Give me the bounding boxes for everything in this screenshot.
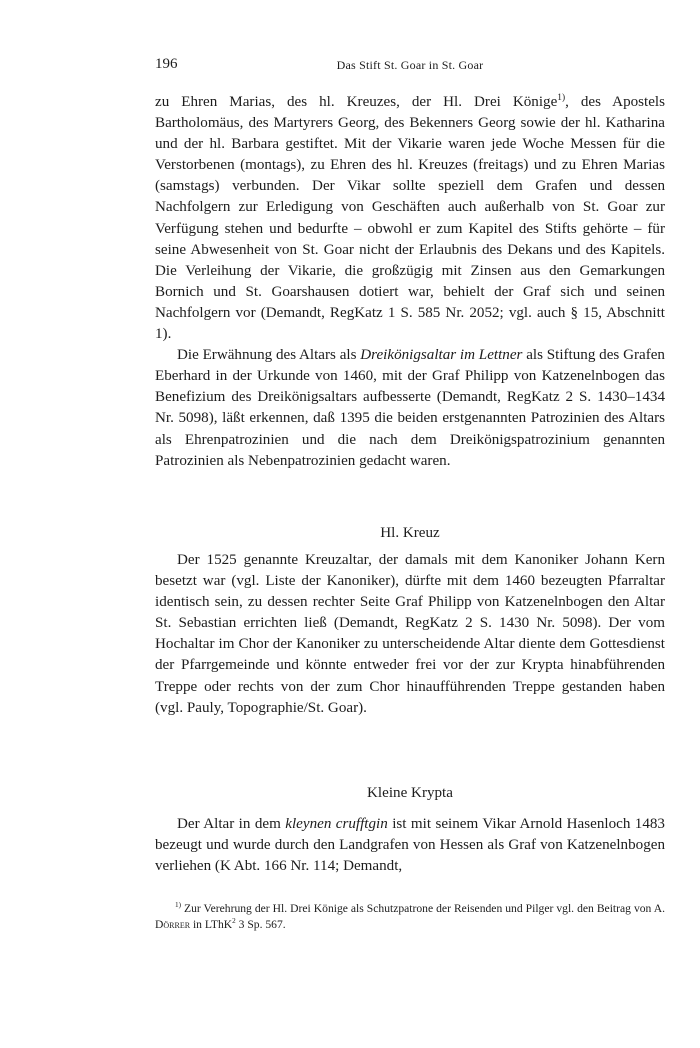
- intro-p1-start: zu Ehren Marias, des hl. Kreuzes, der Hl. Drei Könige: [155, 94, 558, 110]
- footnote-text-a: Zur Verehrung der Hl. Drei Könige als Schutzpatrone der Reisenden und Pilger vgl. den Beitrag von A.: [181, 902, 665, 915]
- footnote-edition: 2: [232, 917, 236, 926]
- footnote-reference[interactable]: 1): [557, 92, 566, 103]
- intro-p2-italic: Dreikönigsaltar im Lettner: [360, 347, 523, 364]
- footnotes: [155, 901, 665, 933]
- intro-p1-rest: , des Apostels Bartholomäus, des Martyrers Georg, des Bekenners Georg sowie der hl. Katharina und der hl. Barbara gestiftet. Mit der Vikarie waren jede Woche Messen für die Verstorbenen (montags), zu Ehren des hl. Kreuzes (freitags) und zu Ehren Marias (samstags) verbunden. Der Vikar sollte speziell dem Grafen und dessen Nachfolgern zur Erledigung von Geschäften auch außerhalb von St. Goar zur Verfügung stehen und bedurfte – obwohl er zum Kapitel des Stifts gehörte – für seine Abwesenheit von St. Goar nicht der Erlaubnis des Dekans und des Kapitels. Die Verleihung der Vikarie, die großzügig mit Zinsen aus den Gemarkungen Bornich und St. Goarshausen dotiert war, behielt der Graf sich und seinen Nachfolgern vor (Demandt, RegKatz 1 S. 585 Nr. 2052; vgl. auch § 15, Abschnitt 1).: [155, 94, 665, 343]
- section-heading-krypta: Kleine Krypta: [367, 785, 453, 801]
- intro-paragraph-1: [155, 92, 665, 345]
- footnote-mark: 1): [175, 901, 181, 910]
- krypta-paragraph: [155, 814, 665, 877]
- kreuz-text: [155, 550, 665, 719]
- running-title: Das Stift St. Goar in St. Goar: [336, 58, 484, 72]
- krypta-text: [155, 814, 665, 877]
- footnote-text-b: in LThK: [190, 918, 233, 931]
- footnote-1: [155, 901, 665, 933]
- page-number: 196: [155, 56, 178, 72]
- kreuz-paragraph: Der 1525 genannte Kreuzaltar, der damals mit dem Kanoniker Johann Kern besetzt war (vgl. Liste der Kanoniker), dürfte mit dem 1460 bezeugten Pfarraltar identisch sein, zu dessen rechter Seite Graf Philipp von Katzenelnbogen den Altar St. Sebastian errichten ließ (Demandt, RegKatz 2 S. 1430 Nr. 5098). Der vom Hochaltar im Chor der Kanoniker zu unterscheidende Altar diente dem Gottesdienst der Pfarrgemeinde und könnte entweder frei vor der zur Krypta hinabführenden Treppe oder rechts von der zum Chor hinaufführenden Treppe gestanden haben (vgl. Pauly, Topographie/St. Goar).: [155, 552, 665, 716]
- intro-p2-rest: als Stiftung des Grafen Eberhard in der Urkunde von 1460, mit der Graf Philipp von Katzenelnbogen das Benefizium des Dreikönigsaltars aufbesserte (Demandt, RegKatz 2 S. 1430–1434 Nr. 5098), läßt erkennen, daß 1395 die beiden erstgenannten Patrozinien des Altars als Ehrenpatrozinien und die nach dem Dreikönigspatrozinium genannten Patrozinien als Nebenpatrozinien gedacht waren.: [155, 347, 665, 469]
- footnote-author: Dörrer: [155, 918, 191, 931]
- krypta-p1-start: Der Altar in dem: [177, 816, 286, 832]
- section-heading-kreuz: Hl. Kreuz: [380, 525, 440, 541]
- intro-paragraph-2: [155, 345, 665, 472]
- krypta-p1-italic: kleynen crufftgin: [285, 816, 388, 832]
- intro-p2-start: Die Erwähnung des Altars als: [177, 347, 361, 364]
- intro-text: [155, 92, 665, 472]
- krypta-p1-rest: ist mit seinem Vikar Arnold Hasenloch 1483 bezeugt und wurde durch den Landgrafen von Hessen als Graf von Katzenelnbogen verliehen (K Abt. 166 Nr. 114; Demandt,: [155, 816, 665, 875]
- running-head: [155, 56, 665, 76]
- footnote-text-c: 3 Sp. 567.: [235, 918, 286, 931]
